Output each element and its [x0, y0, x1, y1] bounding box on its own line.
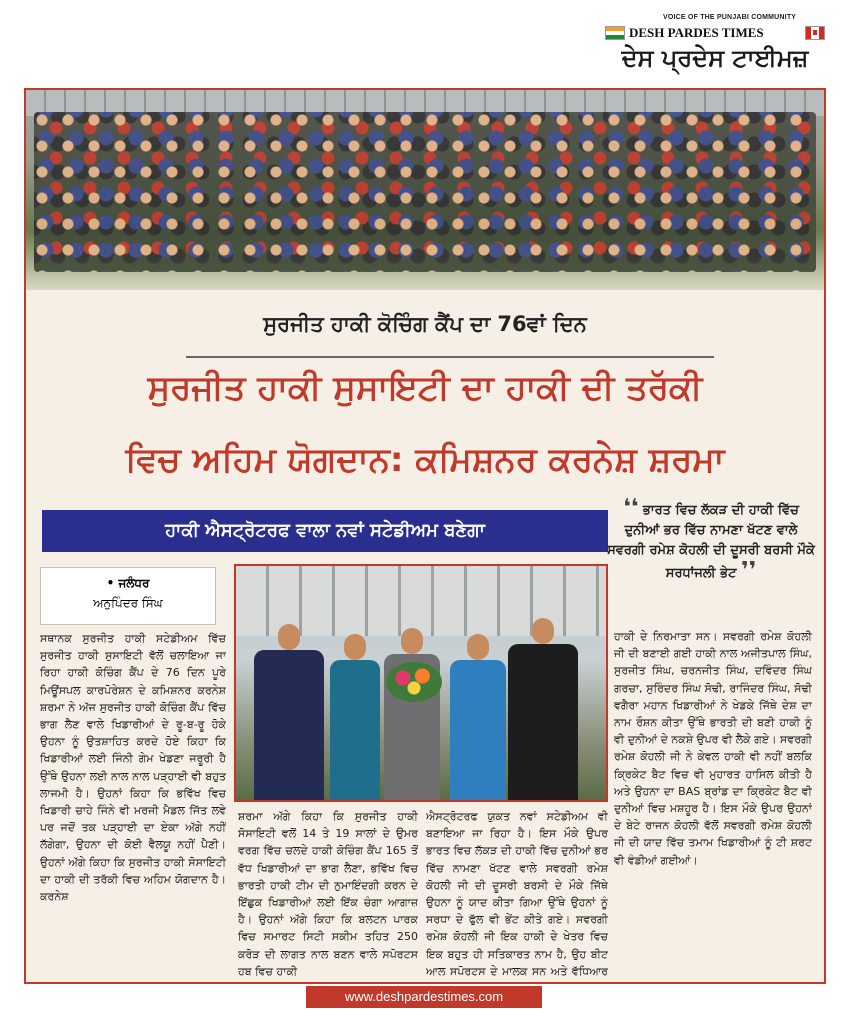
person-figure	[254, 650, 324, 800]
group-photo	[26, 90, 824, 290]
dateline-place: • ਜਲੰਧਰ	[106, 576, 150, 590]
article-frame	[24, 88, 826, 984]
website-url[interactable]: www.deshpardestimes.com	[306, 986, 542, 1008]
india-flag-icon	[605, 26, 625, 40]
pull-quote	[606, 495, 816, 584]
players-group	[34, 112, 816, 272]
quote-close-icon: ❜❜	[740, 558, 757, 583]
flower-bouquet	[386, 662, 442, 702]
person-figure	[450, 660, 506, 800]
masthead-tagline: VOICE OF THE PUNJABI COMMUNITY	[663, 14, 797, 21]
byline-author: ਅਨੁਪਿੰਦਰ ਸਿੰਘ	[93, 596, 163, 610]
masthead-name-punjabi: ਦੇਸ ਪ੍ਰਦੇਸ ਟਾਈਮਜ਼	[621, 44, 809, 72]
byline-box	[40, 567, 216, 625]
canada-flag-icon	[805, 26, 825, 40]
quote-open-icon: ❛❛	[623, 495, 639, 520]
article-column-2: ਸ਼ਰਮਾ ਅੱਗੇ ਕਿਹਾ ਕਿ ਸੁਰਜੀਤ ਹਾਕੀ ਸੋਸਾਇਟੀ ਵਲੋਂ 14 ਤੇ 19 ਸਾਲਾਂ ਦੇ ਉਮਰ ਵਰਗ ਵਿੱਚ ਚਲਦੇ ਹਾਕੀ ਕੋਚਿੰਗ ਕੈਂਪ 165 ਤੋਂ ਵੱਧ ਖਿਡਾਰੀਆਂ ਦਾ ਭਾਗ ਲੈਣਾ, ਭਵਿੱਖ ਵਿਚ ਭਾਰਤੀ ਹਾਕੀ ਟੀਮ ਦੀ ਨੁਮਾਇੰਦਗੀ ਕਰਨ ਦੇ ਇੱਛੁਕ ਖਿਡਾਰੀਆਂ ਲਈ ਇੱਕ ਚੰਗਾ ਆਗਾਜ਼ ਹੈ। ਉਹਨਾਂ ਅੱਗੇ ਕਿਹਾ ਕਿ ਬਲਟਨ ਪਾਰਕ ਵਿਚ ਸਮਾਰਟ ਸਿਟੀ ਸਕੀਮ ਤਹਿਤ 250 ਕਰੋੜ ਦੀ ਲਾਗਤ ਨਾਲ ਬਣਨ ਵਾਲੇ ਸਪੋਰਟਸ ਹਬ ਵਿਚ ਹਾਕੀ	[238, 810, 418, 978]
article-kicker: ਸੁਰਜੀਤ ਹਾਕੀ ਕੋਚਿੰਗ ਕੈਂਪ ਦਾ 76ਵਾਂ ਦਿਨ	[263, 312, 587, 336]
pull-quote-text: ਭਾਰਤ ਵਿਚ ਲੱਕੜ ਦੀ ਹਾਕੀ ਵਿੱਚ ਦੁਨੀਆਂ ਭਰ ਵਿੱਚ ਨਾਮਣਾ ਖੱਟਣ ਵਾਲੇ ਸਵਰਗੀ ਰਮੇਸ਼ ਕੋਹਲੀ ਦੀ ਦੂਸਰੀ ਬਰਸੀ ਮੌਕੇ ਸਰਧਾਂਜਲੀ ਭੇਟ	[607, 503, 815, 581]
article-column-1: ਸਥਾਨਕ ਸੁਰਜੀਤ ਹਾਕੀ ਸਟੇਡੀਅਮ ਵਿੱਚ ਸੁਰਜੀਤ ਹਾਕੀ ਸੁਸਾਇਟੀ ਵੱਲੋਂ ਚਲਾਇਆ ਜਾ ਰਿਹਾ ਹਾਕੀ ਕੋਚਿੰਗ ਕੈਂਪ ਦੇ 76 ਦਿਨ ਪੂਰੇ ਮਿਊਂਸਪਲ ਕਾਰਪੋਰੇਸ਼ਨ ਦੇ ਕਮਿਸ਼ਨਰ ਕਰਨੇਸ਼ ਸ਼ਰਮਾ ਨੇ ਅੱਜ ਸੁਰਜੀਤ ਹਾਕੀ ਕੋਚਿੰਗ ਕੈਂਪ ਵਿੱਚ ਭਾਗ ਲੈਣ ਵਾਲੇ ਖਿਡਾਰੀਆਂ ਦੇ ਰੂ-ਬ-ਰੂ ਹੋਕੇ ਉਹਨਾ ਨੂੰ ਉਤਸ਼ਾਹਿਤ ਕਰਦੇ ਹੋਏ ਕਿਹਾ ਕਿ ਖਿਡਾਰੀਆਂ ਲਈ ਜਿੰਨੀ ਗੇਮ ਖੇਡਣਾ ਜਰੂਰੀ ਹੈ ਉੱਥੇ ਉਹਨਾ ਲਈ ਨਾਲ ਨਾਲ ਪੜ੍ਹਾਈ ਵੀ ਬਹੁਤ ਲਾਜਮੀ ਹੈ। ਉਹਨਾਂ ਕਿਹਾ ਕਿ ਭਵਿੱਖ ਵਿਚ ਖਿਡਾਰੀ ਚਾਹੇ ਜਿੰਨੇ ਵੀ ਮਰਜੀ ਮੈਡਲ ਜਿੱਤ ਲਵੇ ਪਰ ਜਦੋਂ ਤਕ ਪੜ੍ਹਾਈ ਦਾ ਏਕਾ ਅੱਗੇ ਨਹੀਂ ਲੱਗੇਗਾ, ਉਹਨਾ ਦੀ ਕੋਈ ਵੈਲਯੂ ਨਹੀਂ ਪੈਣੀ। ਉਹਨਾਂ ਅੱਗੇ ਕਿਹਾ ਕਿ ਸੁਰਜੀਤ ਹਾਕੀ ਸੋਸਾਇਟੀ ਦਾ ਹਾਕੀ ਦੀ ਤਰੱਕੀ ਵਿਚ ਅਹਿਮ ਯੋਗਦਾਨ ਹੈ। ਕਰਨੇਸ਼	[40, 632, 226, 904]
article-column-3: ਐਸਟ੍ਰੋਟਰਫ ਯੁਕਤ ਨਵਾਂ ਸਟੇਡੀਅਮ ਵੀ ਬਣਾਇਆ ਜਾ ਰਿਹਾ ਹੈ। ਇਸ ਮੌਕੇ ਉਪਰ ਭਾਰਤ ਵਿਚ ਲੱਕੜ ਦੀ ਹਾਕੀ ਵਿੱਚ ਦੁਨੀਆਂ ਭਰ ਵਿੱਚ ਨਾਮਣਾ ਖੱਟਣ ਵਾਲੇ ਸਵਰਗੀ ਰਮੇਸ਼ ਕੋਹਲੀ ਜੀ ਦੀ ਦੂਸਰੀ ਬਰਸੀ ਦੇ ਮੌਕੇ ਜਿੱਥੇ ਉਹਨਾ ਨੂੰ ਯਾਦ ਕੀਤਾ ਗਿਆ ਉੱਥੇ ਉਹਨਾਂ ਨੂੰ ਸਰਧਾ ਦੇ ਫੁੱਲ ਵੀ ਭੇਂਟ ਕੀਤੇ ਗਏ। ਸਵਰਗੀ ਰਮੇਸ਼ ਕੋਹਲੀ ਜੀ ਇਕ ਹਾਕੀ ਦੇ ਖੇਤਰ ਵਿਚ ਇਕ ਬਹੁਤ ਹੀ ਸਤਿਕਾਰਤ ਨਾਮ ਹੈ, ਉਹ ਬੀਟ ਆਲ ਸਪੋਰਟਸ ਦੇ ਮਾਲਕ ਸਨ ਅਤੇ ਵੱਧਿਆਰ	[426, 810, 608, 978]
masthead	[605, 10, 825, 76]
subheadline-banner: ਹਾਕੀ ਐਸਟ੍ਰੋਟਰਫ ਵਾਲਾ ਨਵਾਂ ਸਟੇਡੀਅਮ ਬਣੇਗਾ	[42, 510, 608, 552]
person-figure	[508, 644, 578, 800]
person-figure	[330, 660, 380, 800]
article-column-4: ਹਾਕੀ ਦੇ ਨਿਰਮਾਤਾ ਸਨ। ਸਵਰਗੀ ਰਮੇਸ਼ ਕੋਹਲੀ ਜੀ ਦੀ ਬਣਾਈ ਗਈ ਹਾਕੀ ਨਾਲ ਅਜੀਤਪਾਲ ਸਿੰਘ, ਸੁਰਜੀਤ ਸਿੰਘ, ਚਰਨਜੀਤ ਸਿੰਘ, ਦਵਿੰਦਰ ਸਿੰਘ ਗਰਚਾ, ਸੁਰਿੰਦਰ ਸਿੰਘ ਸੋਢੀ, ਰਾਜਿੰਦਰ ਸਿੰਘ, ਸੋਢੀ ਵਗੈਰਾ ਮਹਾਨ ਖਿਡਾਰੀਆਂ ਨੇ ਖੇਡਕੇ ਜਿੱਥੇ ਦੇਸ਼ ਦਾ ਨਾਮ ਰੌਸ਼ਨ ਕੀਤਾ ਉੱਥੇ ਭਾਰਤੀ ਦੀ ਬਣੀ ਹਾਕੀ ਨੂੰ ਵੀ ਦੁਨੀਆਂ ਦੇ ਨਕਸ਼ੇ ਉਪਰ ਵੀ ਲੈਕੇ ਗਏ। ਸਵਰਗੀ ਰਮੇਸ਼ ਕੋਹਲੀ ਜੀ ਨੇ ਕੇਵਲ ਹਾਕੀ ਵੀ ਨਹੀਂ ਬਲਕਿ ਕ੍ਰਿਕੇਟ ਬੈਟ ਵਿਚ ਵੀ ਮੁਹਾਰਤ ਹਾਸਿਲ ਕੀਤੀ ਹੈ ਅਤੇ ਉਹਨਾ ਦਾ BAS ਬ੍ਰਾਂਡ ਦਾ ਕ੍ਰਿਕੇਟ ਬੈਟ ਵੀ ਦੁਨੀਆਂ ਵਿਚ ਮਸ਼ਹੂਰ ਹੈ। ਇਸ ਮੌਕੇ ਉਪਰ ਉਹਨਾਂ ਦੇ ਬੇਟੇ ਰਾਜਨ ਕੋਹਲੀ ਵੱਲੋਂ ਸਵਰਗੀ ਰਮੇਸ਼ ਕੋਹਲੀ ਜੀ ਦੀ ਯਾਦ ਵਿੱਚ ਤਮਾਮ ਖਿਡਾਰੀਆਂ ਨੂੰ ਟੀ ਸ਼ਰਟ ਵੀ ਵੰਡੀਆਂ ਗਈਆਂ।	[614, 630, 812, 867]
headline-line-2: ਵਿਚ ਅਹਿਮ ਯੋਗਦਾਨ: ਕਮਿਸ਼ਨਰ ਕਰਨੇਸ਼ ਸ਼ਰਮਾ	[125, 440, 725, 480]
headline-line-1: ਸੁਰਜੀਤ ਹਾਕੀ ਸੁਸਾਇਟੀ ਦਾ ਹਾਕੀ ਦੀ ਤਰੱਕੀ	[147, 368, 703, 408]
masthead-name-english: DESH PARDES TIMES	[629, 25, 764, 40]
inset-photo	[234, 564, 608, 802]
kicker-divider	[186, 356, 714, 358]
